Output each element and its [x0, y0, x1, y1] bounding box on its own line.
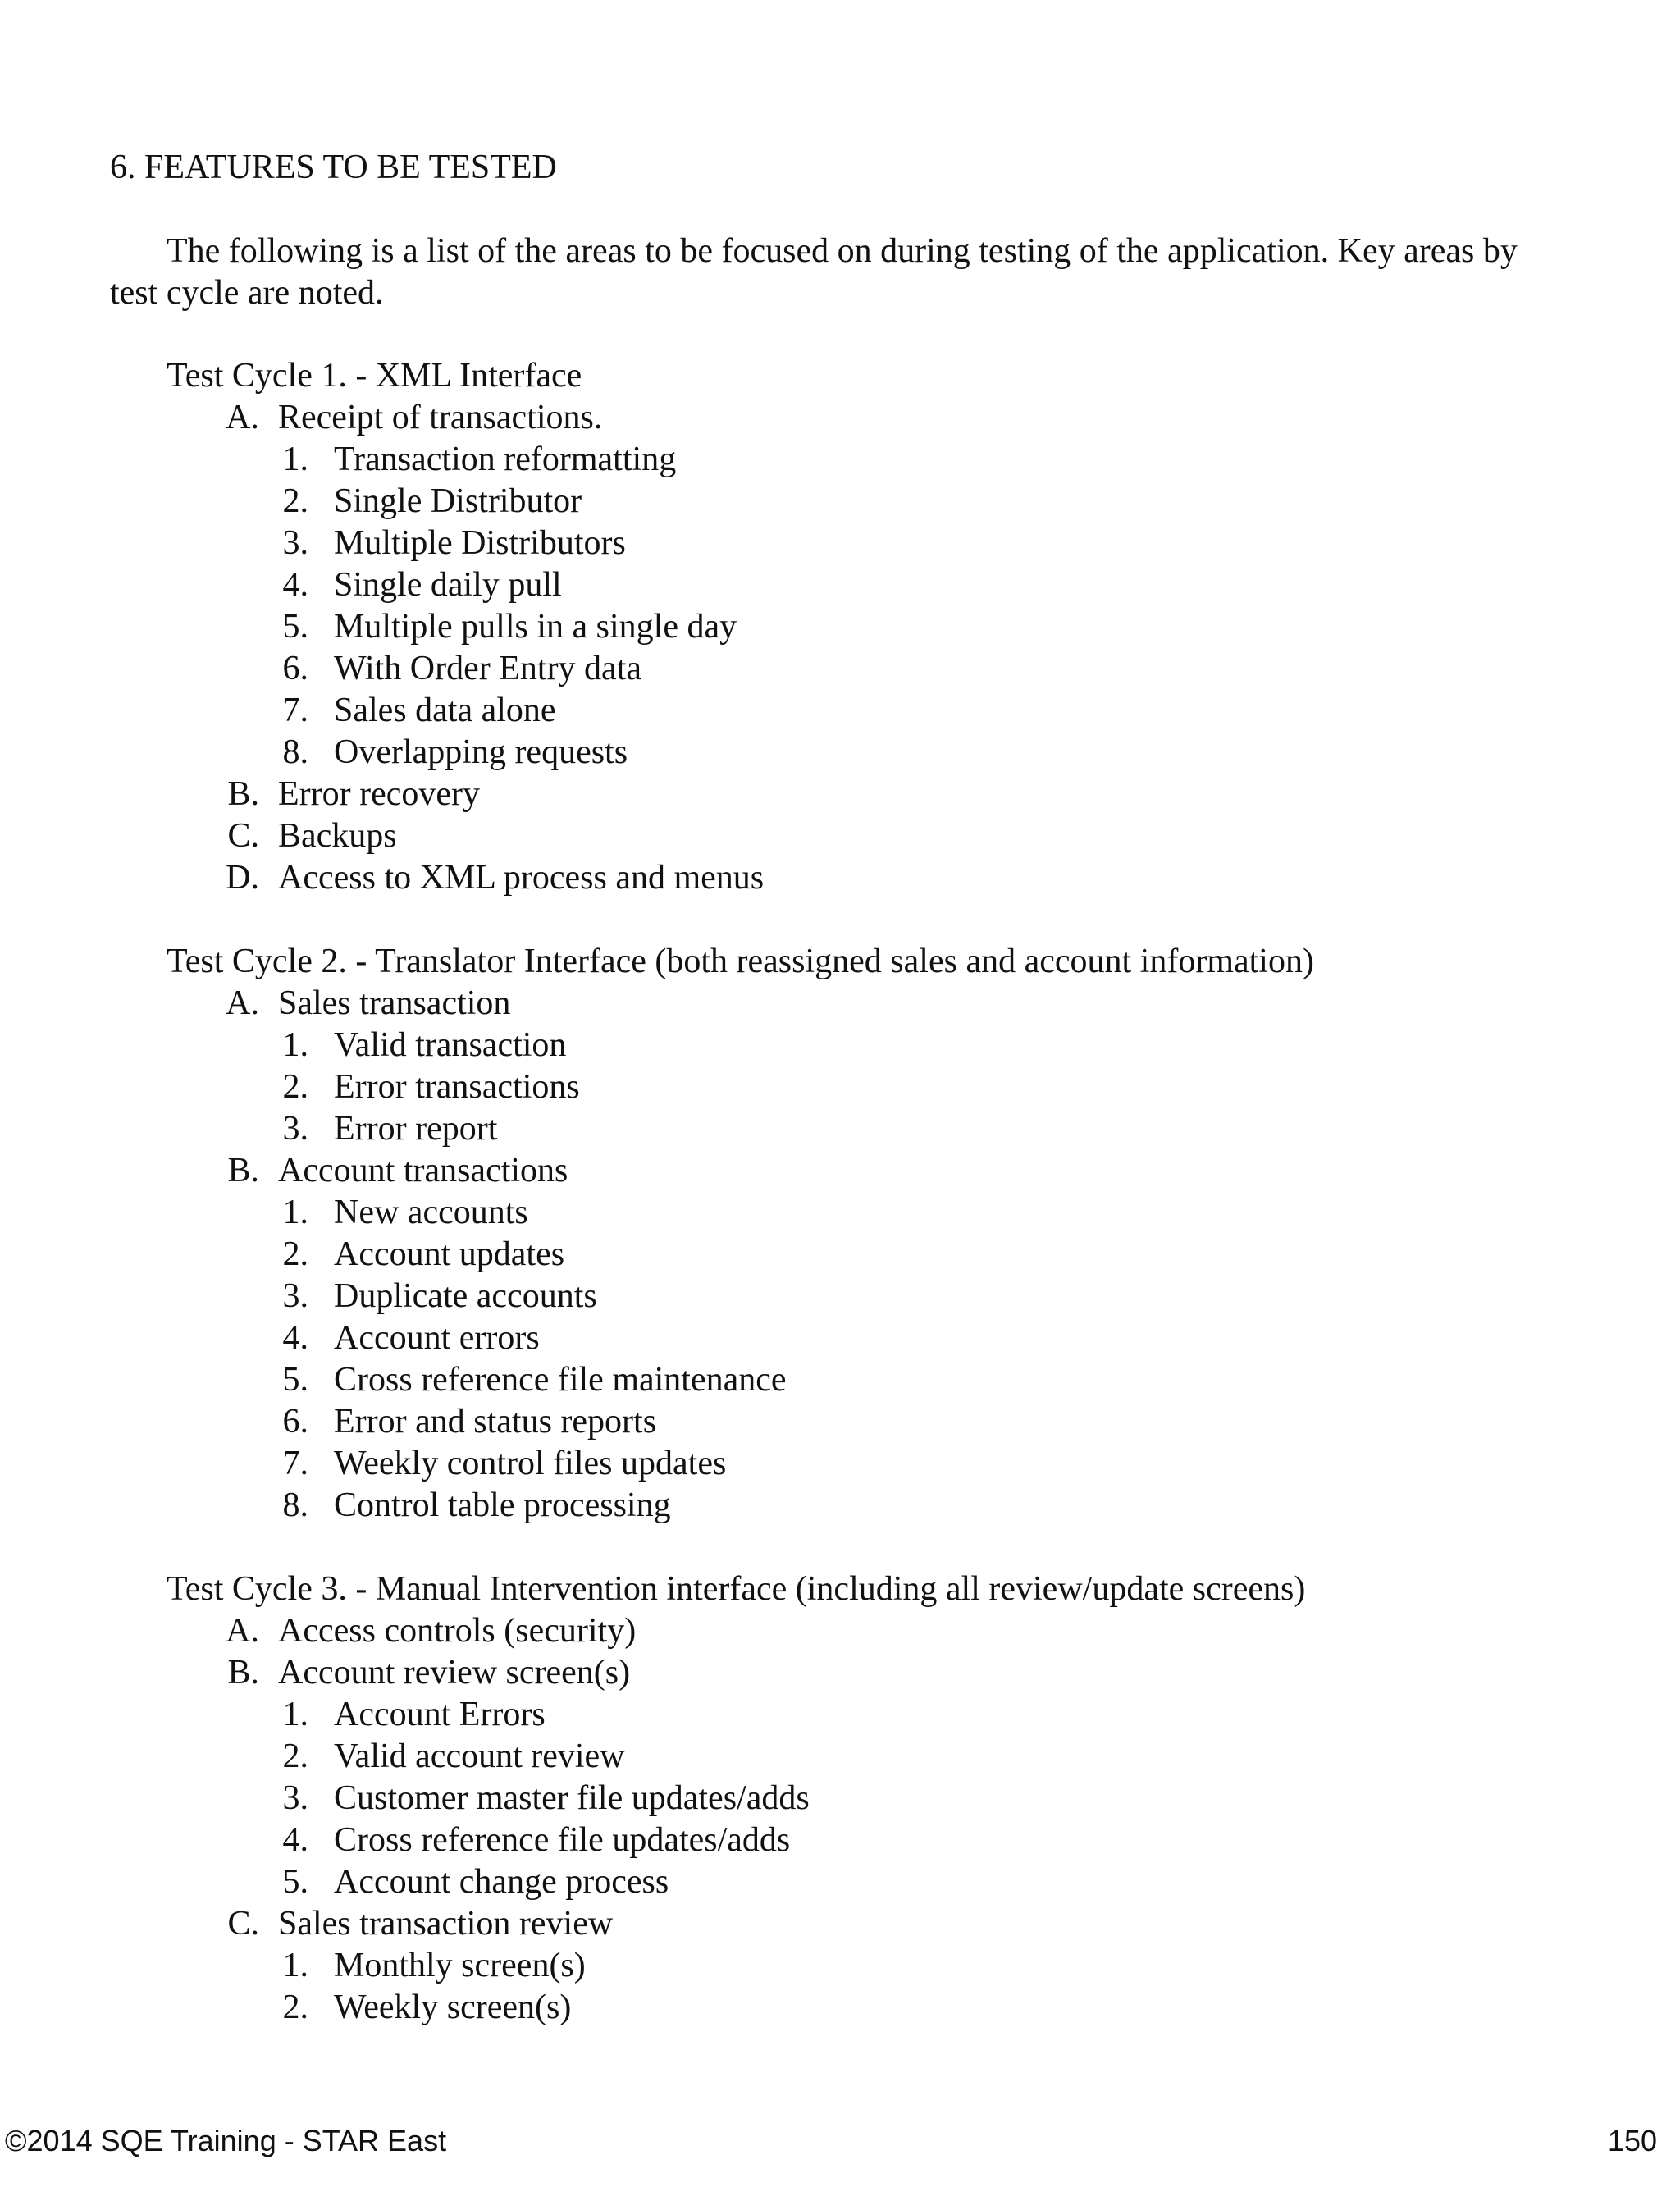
- item-label: Weekly control files updates: [334, 1445, 727, 1482]
- list-item: [0, 1401, 1680, 1443]
- item-label: Error and status reports: [334, 1403, 657, 1440]
- section-marker: B.: [227, 775, 259, 813]
- item-number: 2.: [282, 482, 308, 520]
- item-number: 4.: [282, 566, 308, 604]
- list-item: [0, 1736, 1680, 1778]
- item-label: Customer master file updates/adds: [334, 1779, 810, 1817]
- item-number: 6.: [282, 650, 308, 687]
- list-item: [0, 564, 1680, 606]
- item-number: 7.: [282, 1445, 308, 1482]
- item-number: 2.: [282, 1737, 308, 1775]
- list-item: [0, 606, 1680, 648]
- item-number: 7.: [282, 692, 308, 729]
- outline-section: [0, 1652, 1680, 1694]
- section-label: Account review screen(s): [278, 1654, 631, 1692]
- list-item: [0, 1694, 1680, 1736]
- item-label: Sales data alone: [334, 692, 556, 729]
- item-number: 8.: [282, 1486, 308, 1524]
- item-number: 2.: [282, 1235, 308, 1273]
- item-number: 2.: [282, 1988, 308, 2026]
- item-number: 1.: [282, 1026, 308, 1064]
- item-number: 3.: [282, 524, 308, 562]
- section-marker: C.: [227, 817, 259, 855]
- item-label: Single daily pull: [334, 566, 562, 604]
- outline-section: [0, 397, 1680, 439]
- item-number: 1.: [282, 1947, 308, 1984]
- list-item: [0, 690, 1680, 732]
- item-number: 4.: [282, 1319, 308, 1357]
- outline-section: [0, 815, 1680, 857]
- list-item: [0, 1192, 1680, 1234]
- list-item: [0, 1317, 1680, 1359]
- list-item: [0, 1234, 1680, 1276]
- outline-section: [0, 983, 1680, 1025]
- item-label: Control table processing: [334, 1486, 671, 1524]
- section-label: Account transactions: [278, 1152, 568, 1189]
- list-item: [0, 523, 1680, 564]
- section-label: Access to XML process and menus: [278, 859, 765, 897]
- list-item: [0, 1987, 1680, 2029]
- list-item: [0, 1025, 1680, 1066]
- outline-section: [0, 1150, 1680, 1192]
- list-item: [0, 1778, 1680, 1819]
- item-number: 8.: [282, 733, 308, 771]
- footer-page-number: 150: [1607, 2124, 1657, 2157]
- list-item: [0, 1945, 1680, 1987]
- item-number: 3.: [282, 1110, 308, 1148]
- item-label: Account updates: [334, 1235, 565, 1273]
- item-label: Overlapping requests: [334, 733, 628, 771]
- test-cycle-title: Test Cycle 3. - Manual Intervention interface (including all review/update screens): [167, 1570, 1306, 1608]
- item-label: Multiple Distributors: [334, 524, 626, 562]
- item-label: Duplicate accounts: [334, 1277, 597, 1315]
- item-number: 1.: [282, 1696, 308, 1733]
- list-item: [0, 1276, 1680, 1317]
- section-marker: B.: [227, 1654, 259, 1692]
- section-marker: B.: [227, 1152, 259, 1189]
- list-item: [0, 1359, 1680, 1401]
- item-number: 1.: [282, 441, 308, 478]
- list-item: [0, 1108, 1680, 1150]
- item-label: Valid transaction: [334, 1026, 567, 1064]
- item-label: Monthly screen(s): [334, 1947, 586, 1984]
- footer-copyright: ©2014 SQE Training - STAR East: [5, 2124, 447, 2157]
- item-number: 3.: [282, 1277, 308, 1315]
- test-cycle-title: Test Cycle 1. - XML Interface: [167, 357, 582, 395]
- outline-section: [0, 857, 1680, 899]
- item-label: Account Errors: [334, 1696, 546, 1733]
- item-label: Error transactions: [334, 1068, 580, 1106]
- list-item: [0, 1485, 1680, 1527]
- list-item: [0, 1443, 1680, 1485]
- section-heading: 6. FEATURES TO BE TESTED: [110, 148, 557, 186]
- item-number: 4.: [282, 1821, 308, 1859]
- item-label: Weekly screen(s): [334, 1988, 572, 2026]
- section-marker: A.: [226, 399, 259, 436]
- list-item: [0, 1861, 1680, 1903]
- item-label: Account errors: [334, 1319, 540, 1357]
- list-item: [0, 481, 1680, 523]
- test-cycle: [0, 355, 1680, 899]
- list-item: [0, 1819, 1680, 1861]
- item-label: New accounts: [334, 1194, 528, 1231]
- item-number: 6.: [282, 1403, 308, 1440]
- section-label: Error recovery: [278, 775, 481, 813]
- item-label: Cross reference file updates/adds: [334, 1821, 791, 1859]
- section-label: Sales transaction: [278, 984, 511, 1022]
- item-number: 5.: [282, 1361, 308, 1399]
- item-label: Account change process: [334, 1863, 669, 1901]
- item-number: 1.: [282, 1194, 308, 1231]
- outline-section: [0, 1610, 1680, 1652]
- section-label: Access controls (security): [278, 1612, 637, 1650]
- item-label: Single Distributor: [334, 482, 582, 520]
- item-label: With Order Entry data: [334, 650, 642, 687]
- item-label: Valid account review: [334, 1737, 625, 1775]
- outline-section: [0, 1903, 1680, 1945]
- list-item: [0, 732, 1680, 774]
- intro-paragraph: The following is a list of the areas to be focused on during testing of the application. Key areas by test cycle are noted.: [110, 232, 1518, 312]
- outline-section: [0, 774, 1680, 815]
- list-item: [0, 648, 1680, 690]
- list-item: [0, 1066, 1680, 1108]
- section-label: Backups: [278, 817, 397, 855]
- section-marker: C.: [227, 1905, 259, 1943]
- section-marker: A.: [226, 1612, 259, 1650]
- item-number: 5.: [282, 1863, 308, 1901]
- test-cycles-list: [0, 355, 1680, 2071]
- item-label: Cross reference file maintenance: [334, 1361, 787, 1399]
- section-marker: D.: [226, 859, 259, 897]
- test-cycle-title: Test Cycle 2. - Translator Interface (both reassigned sales and account information): [167, 943, 1314, 980]
- section-marker: A.: [226, 984, 259, 1022]
- test-cycle: [0, 1568, 1680, 2029]
- item-label: Multiple pulls in a single day: [334, 608, 737, 646]
- item-label: Transaction reformatting: [334, 441, 677, 478]
- list-item: [0, 439, 1680, 481]
- item-label: Error report: [334, 1110, 498, 1148]
- section-label: Receipt of transactions.: [278, 399, 603, 436]
- item-number: 2.: [282, 1068, 308, 1106]
- test-cycle: [0, 941, 1680, 1527]
- section-label: Sales transaction review: [278, 1905, 614, 1943]
- item-number: 3.: [282, 1779, 308, 1817]
- item-number: 5.: [282, 608, 308, 646]
